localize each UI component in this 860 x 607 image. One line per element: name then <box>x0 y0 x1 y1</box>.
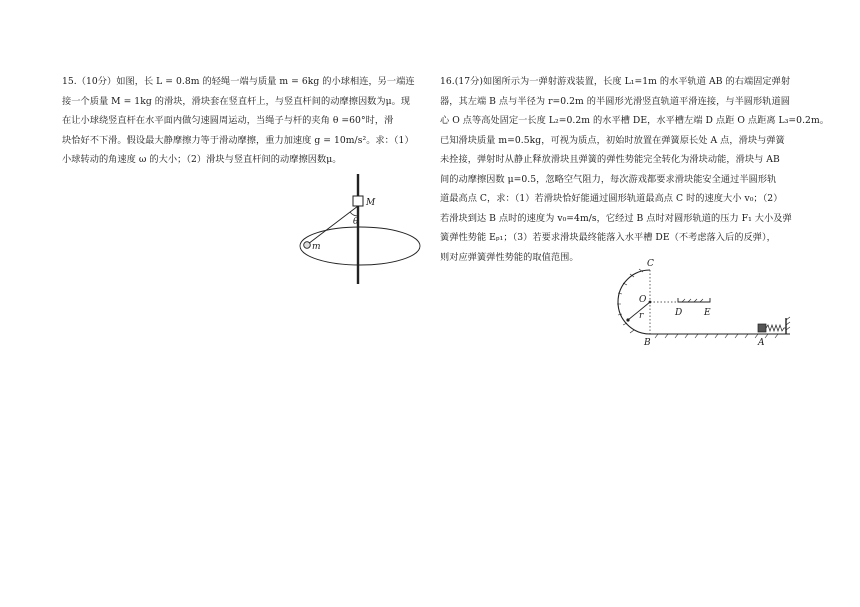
q16-line: 簧弹性势能 Eₚ₁；（3）若要求滑块最终能落入水平槽 DE（不考虑落入后的反弹）， <box>440 232 776 243</box>
q15-label-M: M <box>366 198 376 208</box>
q16-line: 间的动摩擦因数 μ=0.5，忽略空气阻力，每次游戏都要求滑块能安全通过半圆形轨 <box>440 173 777 185</box>
q16-line: 若滑块到达 B 点时的速度为 v₀=4m/s，它经过 B 点时对圆形轨道的压力 F₁ 大小及弹 <box>440 212 792 224</box>
q15-line: 小球转动的角速度 ω 的大小；（2）滑块与竖直杆间的动摩擦因数μ。 <box>62 154 342 165</box>
q16-spring-block <box>758 324 766 332</box>
q16-line: 则对应弹簧弹性势能的取值范围。 <box>440 251 579 263</box>
q15-angle-arc <box>350 212 358 216</box>
q15-line: 在让小球绕竖直杆在水平面内做匀速圆周运动，当绳子与杆的夹角 θ =60°时，滑 <box>62 115 394 126</box>
q16-label-r: r <box>639 311 644 321</box>
q16-groove-hatch <box>682 299 703 302</box>
q16-line: 已知滑块质量 m=0.5kg，可视为质点，初始时放置在弹簧原长处 A 点，滑块与弹簧 <box>440 134 785 146</box>
q16-line: 未拴接，弹射时从静止释放滑块且弹簧的弹性势能完全转化为滑块动能，滑块与 AB <box>440 154 780 165</box>
q16-label-A: A <box>758 338 765 348</box>
q16-line: 道最高点 C，求：（1）若滑块恰好能通过圆形轨道最高点 C 时的速度大小 v₀；（2） <box>440 193 783 204</box>
q16-slider-dot <box>626 318 629 321</box>
q16-spring <box>766 325 786 331</box>
q16-label-E: E <box>704 308 711 318</box>
q15-line: 接一个质量 M = 1kg 的滑块，滑块套在竖直杆上，与竖直杆间的动摩擦因数为μ。现 <box>62 95 411 107</box>
q15-string <box>308 206 358 244</box>
q15-slider-block <box>353 196 363 206</box>
q16-line: 16.(17分)如图所示为一弹射游戏装置，长度 L₁=1m 的水平轨道 AB 的右端固定弹射 <box>440 76 791 87</box>
q16-label-D: D <box>675 308 683 318</box>
q15-ball <box>304 242 311 249</box>
question-15-text <box>62 72 415 170</box>
question-16-text <box>440 72 829 267</box>
q15-figure <box>298 170 428 290</box>
q16-line: 器，其左端 B 点与半径为 r=0.2m 的半圆形光滑竖直轨道平滑连接，与半圆形轨道圆 <box>440 95 790 107</box>
q16-label-C: C <box>647 259 654 269</box>
q15-line: 15.（10分）如图，长 L = 0.8m 的轻绳一端与质量 m = 6kg 的小球相连，另一端连 <box>62 76 415 87</box>
q16-label-O: O <box>639 295 647 305</box>
q16-figure <box>600 258 810 348</box>
q15-label-theta: θ <box>353 217 359 227</box>
q15-label-m: m <box>312 242 321 252</box>
q16-line: 心 O 点等高处固定一长度 L₂=0.2m 的水平槽 DE，水平槽左端 D 点距 O 点距离 L₃=0.2m。 <box>440 115 829 126</box>
q15-line: 块恰好不下滑。假设最大静摩擦力等于滑动摩擦，重力加速度 g = 10m/s²。求：（1） <box>62 134 414 146</box>
q16-label-B: B <box>644 338 651 348</box>
